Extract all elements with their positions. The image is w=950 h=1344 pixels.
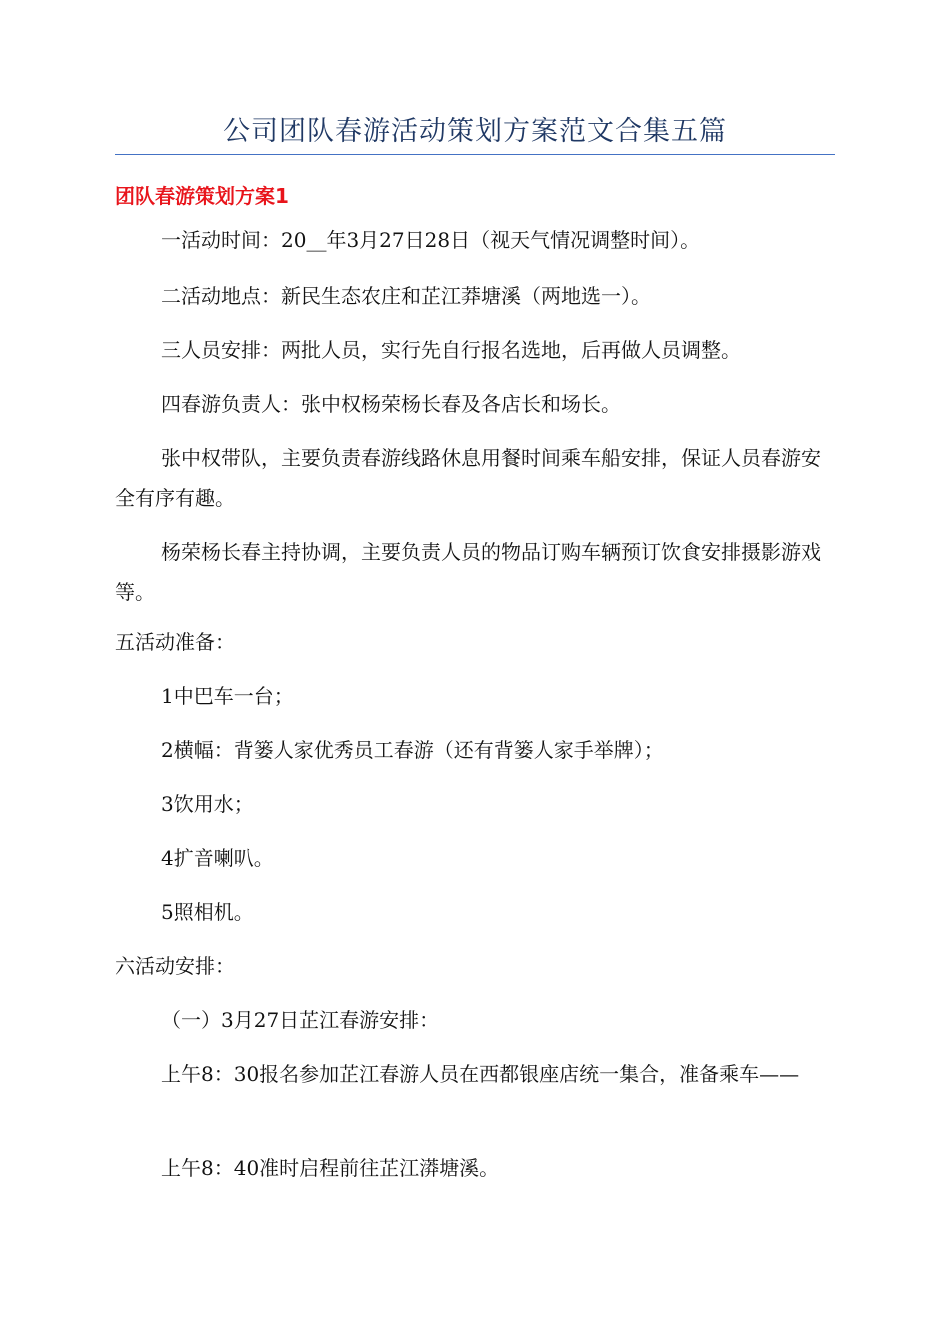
paragraph-schedule-day1: （一）3月27日芷江春游安排：: [161, 1008, 440, 1032]
section-heading: 团队春游策划方案1: [115, 184, 289, 208]
paragraph-team-leader: 张中权带队，主要负责春游线路休息用餐时间乘车船安排，保证人员春游安全有序有趣。: [115, 446, 821, 510]
paragraph-schedule-840: 上午8：40准时启程前往芷江漭塘溪。: [161, 1156, 500, 1180]
paragraph-responsible-persons: 四春游负责人：张中权杨荣杨长春及各店长和场长。: [161, 392, 621, 416]
paragraph-preparation-heading: 五活动准备：: [115, 630, 235, 654]
list-item-speaker: 4扩音喇叭。: [161, 846, 274, 870]
paragraph-schedule-830: 上午8：30报名参加芷江春游人员在西都银座店统一集合，准备乘车——: [161, 1062, 800, 1086]
paragraph-staff-arrangement: 三人员安排：两批人员，实行先自行报名选地，后再做人员调整。: [161, 338, 741, 362]
list-item-bus: 1中巴车一台；: [161, 684, 294, 708]
paragraph-activity-time: 一活动时间：20__年3月27日28日（视天气情况调整时间）。: [161, 228, 701, 252]
document-title: 公司团队春游活动策划方案范文合集五篇: [223, 116, 727, 147]
paragraph-activity-location: 二活动地点：新民生态农庄和芷江莽塘溪（两地选一）。: [161, 284, 651, 308]
list-item-banner: 2横幅：背篓人家优秀员工春游（还有背篓人家手举牌）；: [161, 738, 664, 762]
paragraph-coordination: 杨荣杨长春主持协调，主要负责人员的物品订购车辆预订饮食安排摄影游戏等。: [115, 540, 821, 604]
paragraph-schedule-heading: 六活动安排：: [115, 954, 235, 978]
title-underline: [115, 154, 835, 155]
list-item-camera: 5照相机。: [161, 900, 254, 924]
list-item-water: 3饮用水；: [161, 792, 254, 816]
